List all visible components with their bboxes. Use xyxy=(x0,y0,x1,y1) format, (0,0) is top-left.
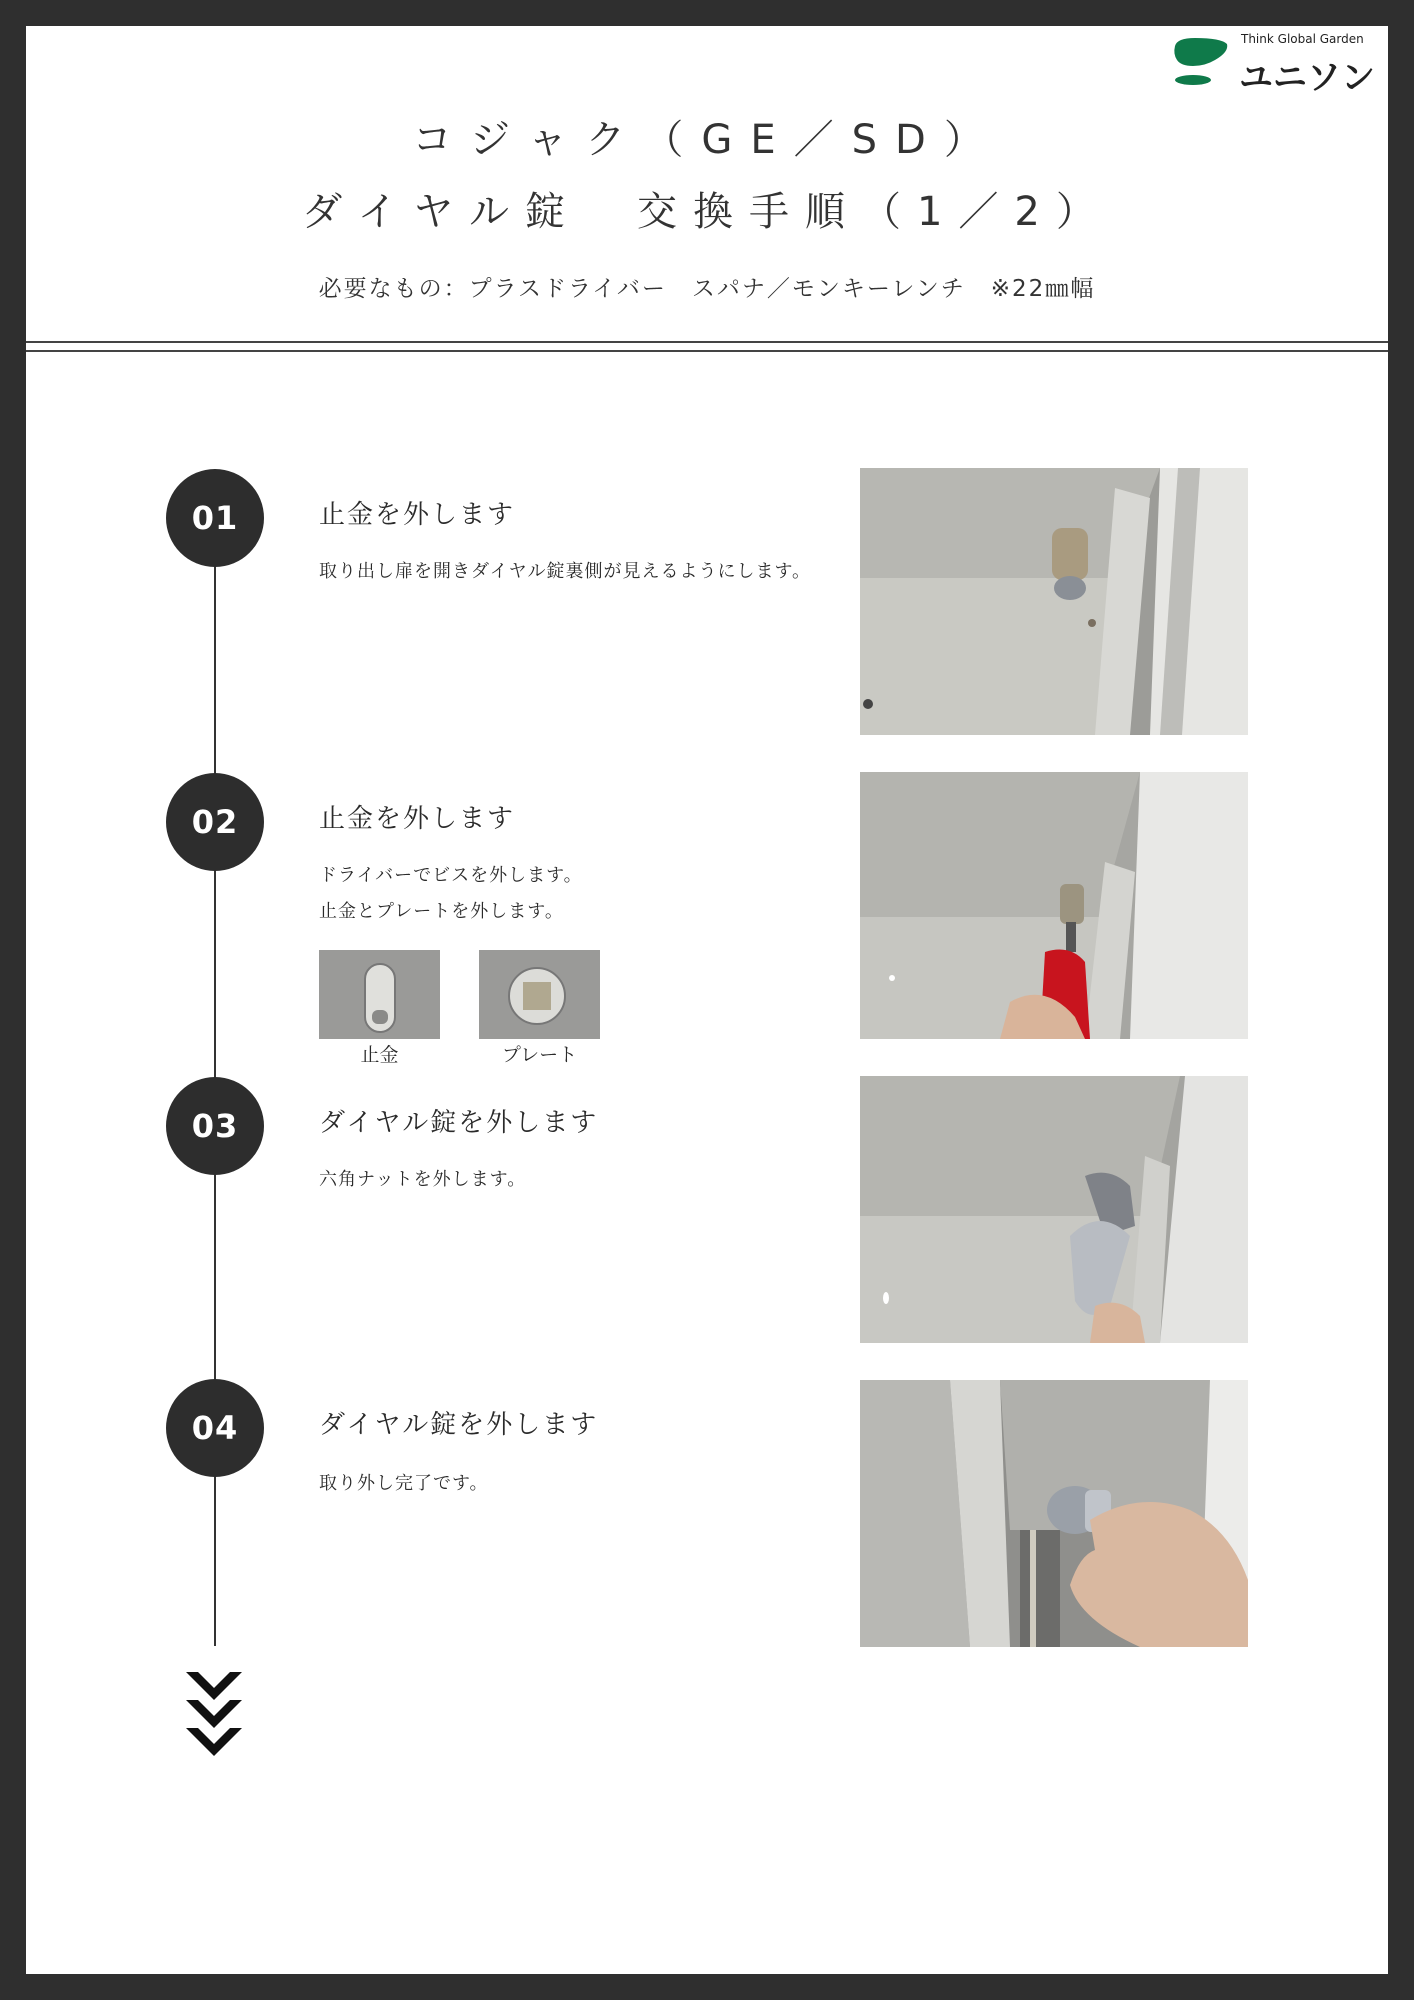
logo-name: ユニソン xyxy=(1239,58,1375,98)
part-label: 止金 xyxy=(360,1044,399,1066)
header-divider-top xyxy=(26,341,1388,343)
header-divider-bottom xyxy=(26,350,1388,352)
required-tools: 必要なもの：プラスドライバー スパナ／モンキーレンチ ※22㎜幅 xyxy=(318,276,1096,302)
part-thumbnail-plate xyxy=(479,950,600,1039)
chevron-down-icon xyxy=(184,1670,244,1760)
step-title: 止金を外します xyxy=(319,804,516,834)
step-title: ダイヤル錠を外します xyxy=(319,1410,599,1440)
step-description xyxy=(319,1466,489,1502)
step-number-badge: 04 xyxy=(166,1379,264,1477)
step-description xyxy=(319,1162,526,1198)
step-photo xyxy=(860,1380,1248,1647)
step-photo xyxy=(860,1076,1248,1343)
page-title-line2: ダイヤル錠 交換手順（1／2） xyxy=(302,189,1112,235)
page-title-line1: コジャク（GE／SD） xyxy=(412,117,1002,163)
part-label: プレート xyxy=(501,1044,578,1066)
step-photo xyxy=(860,772,1248,1039)
step-description xyxy=(319,554,811,590)
step-title: ダイヤル錠を外します xyxy=(319,1108,599,1138)
step-photo xyxy=(860,468,1248,735)
step-number-badge: 01 xyxy=(166,469,264,567)
part-thumbnail-stopper xyxy=(319,950,440,1039)
step-number-badge: 03 xyxy=(166,1077,264,1175)
brand-logo xyxy=(1147,28,1383,98)
step-description-line: 六角ナットを外します。 xyxy=(319,1169,527,1190)
logo-tagline: Think Global Garden xyxy=(1241,32,1364,46)
leaf-logo-icon xyxy=(1171,36,1231,88)
step-description-line: 取り出し扉を開きダイヤル錠裏側が見えるようにします。 xyxy=(319,561,812,582)
step-title: 止金を外します xyxy=(319,500,516,530)
step-number-badge: 02 xyxy=(166,773,264,871)
instruction-page xyxy=(26,26,1388,1974)
step-description-line: 止金とプレートを外します。 xyxy=(319,901,564,922)
step-description-line: 取り外し完了です。 xyxy=(319,1473,489,1494)
step-description-line: ドライバーでビスを外します。 xyxy=(319,865,583,886)
step-description xyxy=(319,858,583,930)
